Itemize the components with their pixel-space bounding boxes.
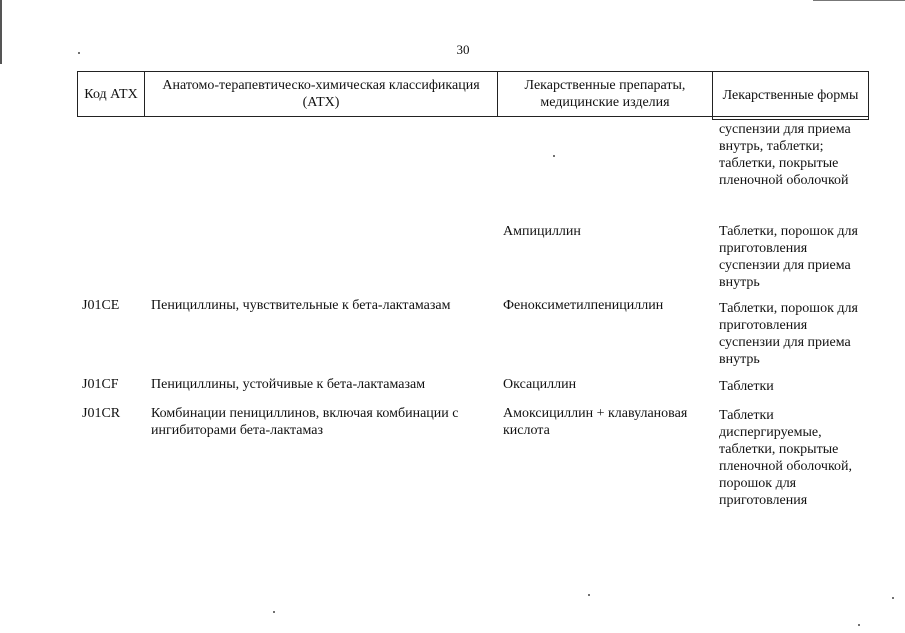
forms-cell: Таблетки, порошок для приготовления суспензии для приема внутрь <box>719 301 858 367</box>
forms-cell: Таблетки <box>719 379 774 394</box>
drug-cell: Амоксициллин + клавулановая кислота <box>503 406 688 438</box>
drug-cell-ampicillin: Ампициллин <box>503 224 581 239</box>
scan-speck <box>892 597 894 599</box>
header-bottom-rule <box>77 116 869 117</box>
atx-cell: Пенициллины, устойчивые к бета-лактамазам <box>151 377 426 392</box>
scan-edge-left <box>0 0 2 64</box>
scan-speck <box>588 594 590 596</box>
header-drugs: Лекарственные препараты, медицинские изделия <box>497 71 712 117</box>
scan-edge-top <box>813 0 905 1</box>
atx-cell: Комбинации пенициллинов, включая комбинации с ингибиторами бета-лактамаз <box>151 406 459 438</box>
drug-cell: Феноксиметилпенициллин <box>503 298 664 313</box>
code-cell: J01CR <box>82 406 121 421</box>
atx-cell: Пенициллины, чувствительные к бета-лактамазам <box>151 298 451 313</box>
scan-speck <box>78 52 80 54</box>
header-code: Код АТХ <box>77 71 144 117</box>
drug-cell: Оксациллин <box>503 377 577 392</box>
forms-cell-ampicillin: Таблетки, порошок для приготовления суспензии для приема внутрь <box>719 224 858 290</box>
scan-speck <box>273 611 275 613</box>
forms-cell: Таблетки диспергируемые, таблетки, покрытые пленочной оболочкой, порошок для приготовления <box>719 408 853 508</box>
header-forms: Лекарственные формы <box>712 71 869 120</box>
forms-continued-cell: суспензии для приема внутрь, таблетки; таблетки, покрытые пленочной оболочкой <box>719 122 851 188</box>
code-cell: J01CE <box>82 298 120 313</box>
scan-speck <box>858 624 860 626</box>
scan-speck <box>553 155 555 157</box>
page-number: 30 <box>456 42 470 57</box>
header-atx: Анатомо-терапевтическо-химическая классификация (АТХ) <box>144 71 497 117</box>
code-cell: J01CF <box>82 377 119 392</box>
